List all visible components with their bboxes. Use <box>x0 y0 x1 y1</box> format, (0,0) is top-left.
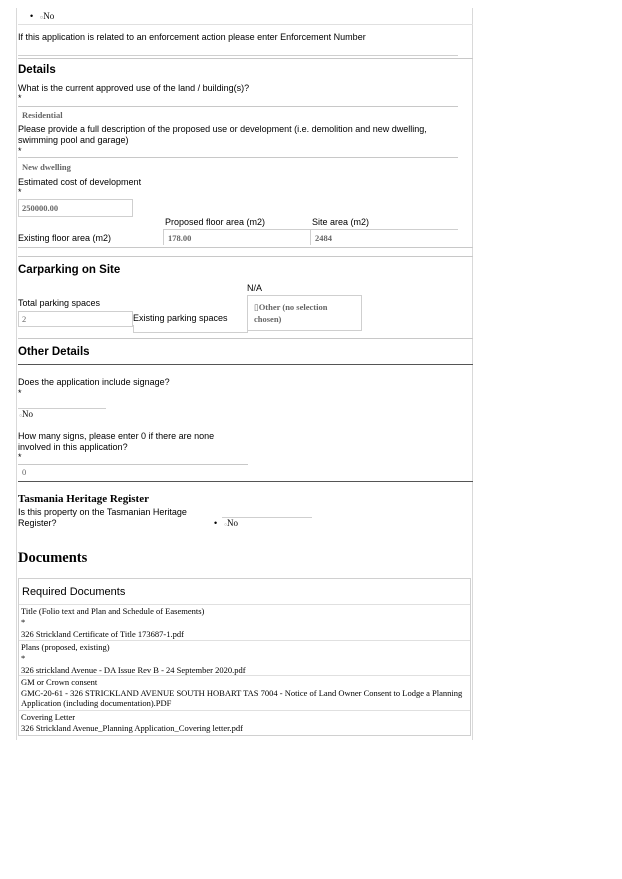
divider <box>18 106 458 107</box>
required-marker: * <box>18 187 22 197</box>
document-file-link[interactable]: 326 strickland Avenue - DA Issue Rev B - 24 September 2020.pdf <box>21 665 246 675</box>
heritage-question: Is this property on the Tasmanian Heritage Register? <box>18 507 187 528</box>
divider <box>18 247 473 248</box>
divider <box>19 675 470 676</box>
divider <box>18 364 473 365</box>
bullet-icon: • <box>30 11 34 21</box>
signage-value: No <box>22 409 34 419</box>
required-marker: * <box>21 617 26 627</box>
site-area-input[interactable] <box>310 229 458 245</box>
description-value[interactable]: New dwelling <box>22 162 71 172</box>
heritage-value-row <box>224 518 238 528</box>
signage-value-row <box>19 409 33 419</box>
other-details-heading: Other Details <box>18 346 90 358</box>
top-radio-label: No <box>43 11 55 21</box>
required-documents-panel <box>18 578 471 736</box>
heritage-heading: Tasmania Heritage Register <box>18 493 149 505</box>
other-option: ▯Other (no selection chosen) <box>254 302 328 324</box>
required-marker: * <box>21 653 26 663</box>
carparking-heading: Carparking on Site <box>18 264 121 276</box>
checkbox-icon: ▯ <box>254 302 259 312</box>
document-file-link[interactable]: 326 Strickland Avenue_Planning Application_Covering letter.pdf <box>21 723 243 733</box>
divider <box>18 157 458 158</box>
cost-value: 250000.00 <box>22 203 59 213</box>
signs-count-label: How many signs, please enter 0 if there are none involved in this application? <box>18 431 215 452</box>
total-parking-value: 2 <box>22 314 27 324</box>
signage-label: Does the application include signage? <box>18 377 170 387</box>
document-title: Plans (proposed, existing) <box>21 642 110 652</box>
total-parking-label: Total parking spaces <box>18 298 101 308</box>
total-parking-input[interactable] <box>18 311 133 327</box>
enforcement-label: If this application is related to an enforcement action please enter Enforcement Number <box>18 32 366 42</box>
radio-icon: ○ <box>39 15 44 21</box>
divider <box>18 58 473 59</box>
required-marker: * <box>18 93 22 103</box>
site-area-label: Site area (m2) <box>312 217 370 227</box>
documents-heading: Documents <box>18 550 88 566</box>
required-marker: * <box>18 388 22 398</box>
divider <box>19 604 470 605</box>
document-file-link[interactable]: 326 Strickland Certificate of Title 173687-1.pdf <box>21 629 184 639</box>
document-file-link[interactable]: GMC-20-61 - 326 STRICKLAND AVENUE SOUTH HOBART TAS 7004 - Notice of Land Owner Consent to Lodge a Planning Application (including documentation).PDF <box>21 688 463 708</box>
divider <box>18 481 473 482</box>
existing-parking-label: Existing parking spaces <box>133 313 228 323</box>
details-heading: Details <box>18 64 56 76</box>
heritage-value: No <box>227 518 239 528</box>
required-marker: * <box>18 452 22 462</box>
signs-count-value[interactable]: 0 <box>22 467 27 477</box>
existing-floor-label: Existing floor area (m2) <box>18 233 112 243</box>
radio-icon: ○ <box>19 414 23 419</box>
cost-label: Estimated cost of development <box>18 177 142 187</box>
site-area-value: 2484 <box>315 233 332 243</box>
radio-icon: ○ <box>224 523 228 528</box>
divider <box>18 24 473 25</box>
current-use-value[interactable]: Residential <box>22 110 63 120</box>
enforcement-number-input[interactable] <box>18 45 458 56</box>
document-title: Covering Letter <box>21 712 76 722</box>
proposed-floor-value: 178.00 <box>168 233 192 243</box>
divider <box>18 338 473 339</box>
document-title: Title (Folio text and Plan and Schedule of Easements) <box>21 606 205 616</box>
divider <box>19 710 470 711</box>
current-use-label: What is the current approved use of the land / building(s)? <box>18 83 250 93</box>
bullet-icon: • <box>214 518 218 528</box>
document-title: GM or Crown consent <box>21 677 98 687</box>
divider <box>19 640 470 641</box>
na-label: N/A <box>247 283 263 293</box>
proposed-floor-label: Proposed floor area (m2) <box>165 217 266 227</box>
description-label: Please provide a full description of the proposed use or development (i.e. demolition and new dwelling, swimming pool and garage) <box>18 124 427 145</box>
top-radio-row[interactable] <box>30 11 54 24</box>
existing-parking-input[interactable] <box>133 325 248 333</box>
divider <box>18 464 248 465</box>
divider <box>18 256 473 257</box>
required-documents-title: Required Documents <box>22 586 126 598</box>
required-marker: * <box>18 146 22 156</box>
